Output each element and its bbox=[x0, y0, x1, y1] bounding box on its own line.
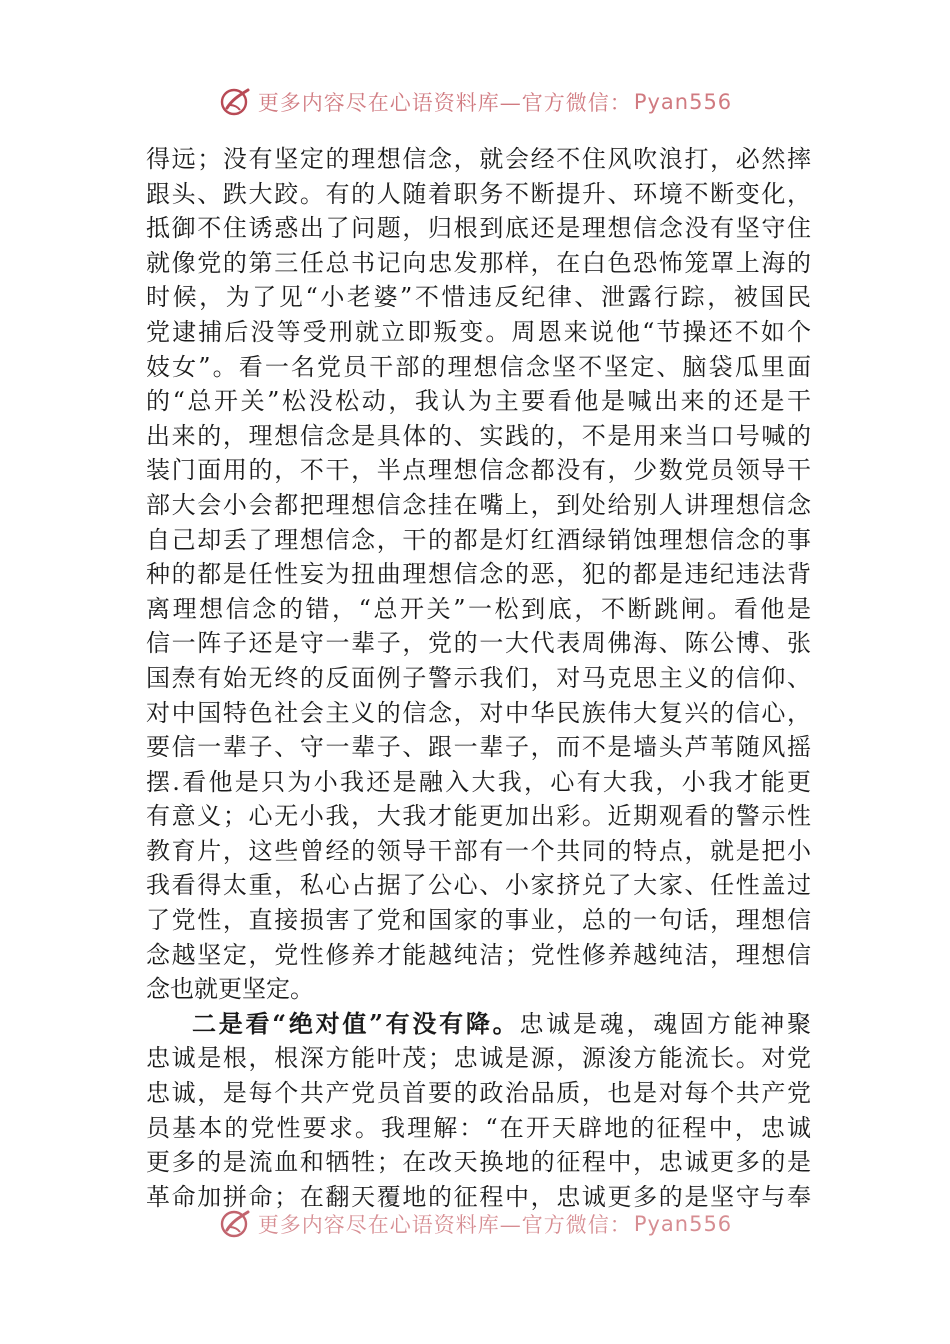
body-line: 抵御不住诱惑出了问题，归根到底还是理想信念没有坚守住 bbox=[146, 214, 811, 243]
section-heading-line bbox=[146, 1007, 811, 1042]
body-line: 教育片，这些曾经的领导干部有一个共同的特点，就是把小 bbox=[146, 836, 811, 865]
watermark-id: Pyan556 bbox=[633, 90, 733, 114]
brush-logo-icon bbox=[218, 1208, 254, 1240]
body-line: 种的都是任性妄为扭曲理想信念的恶，犯的都是违纪违法背 bbox=[146, 560, 811, 589]
body-line: 念越坚定，党性修养才能越纯洁；党性修养越纯洁，理想信 bbox=[146, 940, 811, 969]
body-line: 我看得太重，私心占据了公心、小家挤兑了大家、任性盖过 bbox=[146, 871, 811, 900]
header-watermark bbox=[0, 82, 950, 122]
watermark-text: 更多内容尽在心语资料库—官方微信： bbox=[257, 1213, 632, 1237]
body-line: 摆.看他是只为小我还是融入大我，心有大我，小我才能更 bbox=[146, 767, 811, 796]
body-line: 忠诚，是每个共产党员首要的政治品质，也是对每个共产党 bbox=[146, 1079, 811, 1108]
body-line: 革命加拼命；在翻天覆地的征程中，忠诚更多的是坚守与奉 bbox=[146, 1182, 811, 1211]
body-line: 员基本的党性要求。我理解：“在开天辟地的征程中，忠诚 bbox=[146, 1113, 811, 1142]
body-line: 对中国特色社会主义的信念，对中华民族伟大复兴的信心， bbox=[146, 698, 811, 727]
section-heading-rest: 忠诚是魂，魂固方能神聚 bbox=[519, 1009, 811, 1038]
body-line: 离理想信念的错，“总开关”一松到底，不断跳闸。看他是 bbox=[146, 594, 811, 623]
body-line: 出来的，理想信念是具体的、实践的，不是用来当口号喊的 bbox=[146, 421, 811, 450]
section-heading: 二是看“绝对值”有没有降。 bbox=[192, 1008, 520, 1038]
body-line: 党逮捕后没等受刑就立即叛变。周恩来说他“节操还不如个 bbox=[146, 317, 811, 346]
footer-watermark bbox=[0, 1204, 950, 1244]
body-line: 国焘有始无终的反面例子警示我们，对马克思主义的信仰、 bbox=[146, 663, 811, 692]
body-line: 念也就更坚定。 bbox=[146, 975, 314, 1004]
body-line: 的“总开关”松没松动，我认为主要看他是喊出来的还是干 bbox=[146, 387, 811, 416]
body-line: 装门面用的，不干，半点理想信念都没有，少数党员领导干 bbox=[146, 456, 811, 485]
body-line: 妓女”。看一名党员干部的理想信念坚不坚定、脑袋瓜里面 bbox=[146, 352, 811, 381]
document-body bbox=[146, 142, 811, 1214]
body-line: 更多的是流血和牺牲；在改天换地的征程中，忠诚更多的是 bbox=[146, 1148, 811, 1177]
body-line: 有意义；心无小我，大我才能更加出彩。近期观看的警示性 bbox=[146, 802, 811, 831]
body-line: 就像党的第三任总书记向忠发那样，在白色恐怖笼罩上海的 bbox=[146, 248, 811, 277]
body-line: 时候，为了见“小老婆”不惜违反纪律、泄露行踪，被国民 bbox=[146, 283, 811, 312]
body-line: 忠诚是根，根深方能叶茂；忠诚是源，源浚方能流长。对党 bbox=[146, 1044, 811, 1073]
body-line: 部大会小会都把理想信念挂在嘴上，到处给别人讲理想信念 bbox=[146, 490, 811, 519]
watermark-text: 更多内容尽在心语资料库—官方微信： bbox=[257, 91, 632, 115]
body-line: 信一阵子还是守一辈子，党的一大代表周佛海、陈公博、张 bbox=[146, 629, 811, 658]
body-line: 跟头、跌大跤。有的人随着职务不断提升、环境不断变化， bbox=[146, 179, 811, 208]
body-line: 要信一辈子、守一辈子、跟一辈子，而不是墙头芦苇随风摇 bbox=[146, 733, 811, 762]
body-line: 得远；没有坚定的理想信念，就会经不住风吹浪打，必然摔 bbox=[146, 145, 811, 173]
body-line: 了党性，直接损害了党和国家的事业，总的一句话，理想信 bbox=[146, 906, 811, 935]
brush-logo-icon bbox=[218, 86, 254, 118]
watermark-id: Pyan556 bbox=[633, 1212, 733, 1236]
body-line: 自己却丢了理想信念，干的都是灯红酒绿销蚀理想信念的事 bbox=[146, 525, 811, 554]
